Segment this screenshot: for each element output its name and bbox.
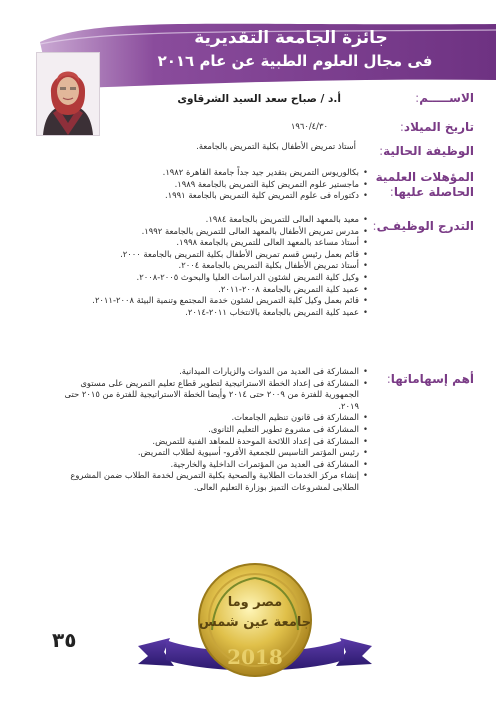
list-item: • مدرس تمريض الأطفال بالمعهد العالى للتمريض بالجامعة ١٩٩٢. bbox=[68, 226, 368, 238]
contributions-list bbox=[46, 366, 368, 494]
career-list bbox=[68, 214, 368, 318]
list-item: • قائم بعمل وكيل كلية التمريض لشئون خدمة المجتمع وتنمية البيئة ٢٠٠٨-٢٠١١. bbox=[68, 295, 368, 307]
list-item: • بكالوريوس التمريض بتقدير جيد جداً جامعة القاهرة ١٩٨٢. bbox=[68, 167, 368, 179]
list-item: • أستاذ مساعد بالمعهد العالى للتمريض بالجامعة ١٩٩٨. bbox=[68, 237, 368, 249]
label-current-position: الوظيفة الحالية: bbox=[379, 144, 474, 158]
label-name: الاســـــم: bbox=[415, 91, 474, 105]
list-item: • المشاركة فى مشروع تطوير التعليم الثانوى. bbox=[46, 424, 368, 436]
list-item: • أستاذ تمريض الأطفال بكلية التمريض بالجامعة ٢٠٠٤. bbox=[68, 260, 368, 272]
list-item: • دكتوراه فى علوم التمريض كلية التمريض بالجامعة ١٩٩١. bbox=[68, 190, 368, 202]
label-career: التدرج الوظيفـى: bbox=[372, 219, 474, 233]
current-position-value: أستاذ تمريض الأطفال بكلية التمريض بالجامعة. bbox=[196, 141, 356, 151]
medal-text-top: مصر وما bbox=[227, 595, 283, 610]
list-item: • المشاركة فى العديد من الندوات والزيارات الميدانية. bbox=[46, 366, 368, 378]
list-item: • المشاركة فى إعداد الخطة الاستراتيجية لتطوير قطاع تعليم التمريض على مستوى الجمهورية للفترة من ٢٠٠٩ حتى ٢٠١٤ وأيضا الخطة الاستراتيجية للفترة من ٢٠١٥ حتى ٢٠١٩. bbox=[46, 378, 368, 413]
page-number: ٣٥ bbox=[52, 628, 77, 652]
list-item: • المشاركة فى إعداد اللائحة الموحدة للمعاهد الفنية للتمريض. bbox=[46, 436, 368, 448]
page-subtitle: فى مجال العلوم الطبية عن عام ٢٠١٦ bbox=[157, 52, 433, 70]
medal-year: 2018 bbox=[227, 645, 283, 669]
list-item: • عميد كلية التمريض بالجامعة بالانتخاب ٢٠١١-٢٠١٤. bbox=[68, 307, 368, 319]
medal-text-middle: جامعة عين شمس bbox=[198, 615, 312, 630]
list-item: • ماجستير علوم التمريض كلية التمريض بالجامعة ١٩٨٩. bbox=[68, 179, 368, 191]
qualifications-list bbox=[68, 167, 368, 202]
list-item: • المشاركة فى العديد من المؤتمرات الداخلية والخارجية. bbox=[46, 459, 368, 471]
list-item: • إنشاء مركز الخدمات الطلابية والصحية بكلية التمريض لخدمة الطلاب ضمن المشروع الطلابى لمشروعات التميز بوزارة التعليم العالى. bbox=[46, 470, 368, 493]
header-banner bbox=[40, 22, 496, 88]
birth-date-value: ١٩٦٠/٤/٣٠ bbox=[290, 121, 328, 131]
list-item: • وكيل كلية التمريض لشئون الدراسات العليا والبحوث ٢٠٠٥-٢٠٠٨. bbox=[68, 272, 368, 284]
medal-emblem bbox=[130, 560, 380, 690]
list-item: • قائم بعمل رئيس قسم تمريض الأطفال بكلية التمريض بالجامعة ٢٠٠٠. bbox=[68, 249, 368, 261]
page-title: جائزة الجامعة التقديرية bbox=[194, 28, 388, 48]
list-item: • المشاركة فى قانون تنظيم الجامعات. bbox=[46, 412, 368, 424]
label-contributions: أهم إسهاماتها: bbox=[386, 372, 474, 386]
list-item: • معيد بالمعهد العالى للتمريض بالجامعة ١٩٨٤. bbox=[68, 214, 368, 226]
person-name: أ.د / صباح سعد السيد الشرقاوى bbox=[177, 93, 341, 105]
label-birth-date: تاريخ الميلاد: bbox=[399, 120, 474, 134]
label-qualifications: المؤهلات العلمية الحاصلة عليها: bbox=[375, 170, 474, 199]
list-item: • رئيس المؤتمر التاسيس للجمعية الأفرو- أسيوية لطلاب التمريض. bbox=[46, 447, 368, 459]
list-item: • عميد كلية التمريض بالجامعة ٢٠٠٨-٢٠١١. bbox=[68, 284, 368, 296]
